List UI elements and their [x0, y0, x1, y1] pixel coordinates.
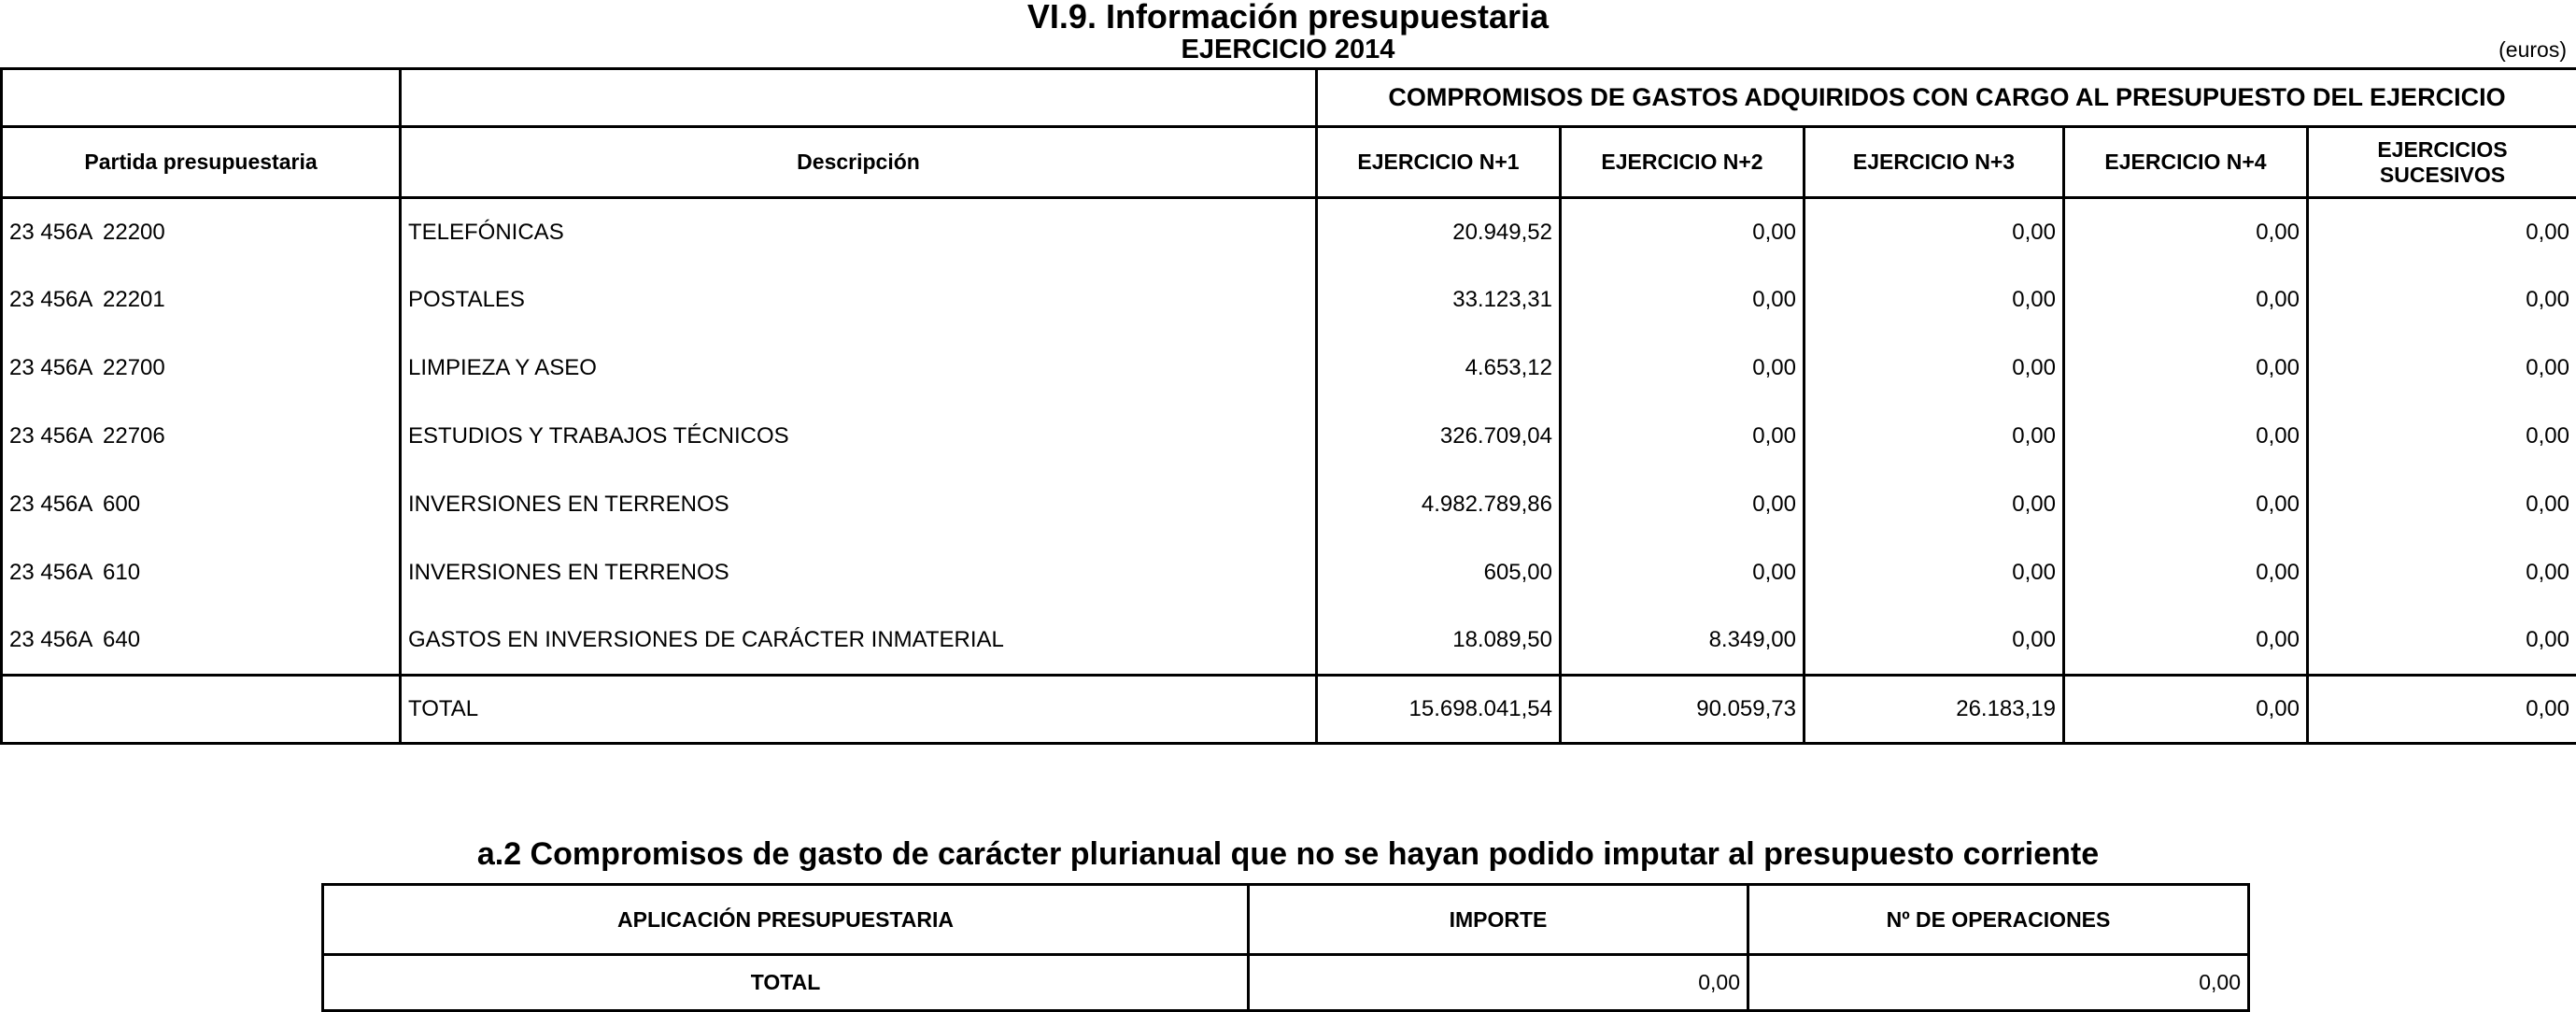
column-header: EJERCICIOS SUCESIVOS — [2308, 127, 2576, 198]
total-cell: 0,00 — [2064, 676, 2308, 744]
item-code: 22200 — [103, 219, 165, 245]
table-row — [2, 198, 2576, 266]
header-blank-cell — [401, 69, 1317, 127]
amount-cell: 0,00 — [2308, 198, 2576, 266]
amount-cell: 33.123,31 — [1317, 266, 1561, 335]
amount-cell: 0,00 — [2308, 403, 2576, 471]
amount-cell: 0,00 — [1561, 335, 1805, 403]
program-code: 23 456A — [9, 423, 93, 449]
amount-cell: 0,00 — [1805, 335, 2064, 403]
amount-cell: 0,00 — [1805, 539, 2064, 607]
description-cell: ESTUDIOS Y TRABAJOS TÉCNICOS — [401, 403, 1317, 471]
amount-cell: 0,00 — [2064, 266, 2308, 335]
description-cell: LIMPIEZA Y ASEO — [401, 335, 1317, 403]
multiyear-commitments-table — [321, 883, 2250, 1012]
amount-cell: 0,00 — [1805, 198, 2064, 266]
item-code: 600 — [103, 492, 141, 517]
header-blank-cell — [2, 69, 401, 127]
amount-cell: 0,00 — [2064, 335, 2308, 403]
column-header: EJERCICIO N+2 — [1561, 127, 1805, 198]
amount-cell: 0,00 — [2064, 471, 2308, 539]
partida-cell — [2, 539, 401, 607]
total-label: TOTAL — [401, 676, 1317, 744]
column-header: IMPORTE — [1249, 885, 1748, 955]
column-header: APLICACIÓN PRESUPUESTARIA — [323, 885, 1249, 955]
units-label: (euros) — [2498, 37, 2567, 62]
amount-cell: 0,00 — [1805, 403, 2064, 471]
total-cell: 90.059,73 — [1561, 676, 1805, 744]
program-code: 23 456A — [9, 219, 93, 245]
amount-cell: 0,00 — [2308, 335, 2576, 403]
item-code: 610 — [103, 560, 141, 585]
program-code: 23 456A — [9, 560, 93, 585]
amount-cell: 0,00 — [2064, 539, 2308, 607]
amount-cell: 18.089,50 — [1317, 607, 1561, 676]
amount-cell: 0,00 — [1561, 471, 1805, 539]
amount-cell: 0,00 — [2064, 403, 2308, 471]
program-code: 23 456A — [9, 355, 93, 380]
amount-cell: 8.349,00 — [1561, 607, 1805, 676]
total-cell: 0,00 — [1249, 955, 1748, 1011]
page-subtitle: EJERCICIO 2014 — [1181, 35, 1395, 64]
partida-cell — [2, 266, 401, 335]
item-code: 22706 — [103, 423, 165, 449]
total-label: TOTAL — [323, 955, 1249, 1011]
item-code: 640 — [103, 627, 141, 653]
amount-cell: 20.949,52 — [1317, 198, 1561, 266]
partida-cell — [2, 403, 401, 471]
amount-cell: 0,00 — [1805, 607, 2064, 676]
budget-commitments-table — [0, 67, 2576, 745]
column-header: Partida presupuestaria — [2, 127, 401, 198]
table-row — [2, 266, 2576, 335]
column-header: Nº DE OPERACIONES — [1748, 885, 2249, 955]
section-title: a.2 Compromisos de gasto de carácter plurianual que no se hayan podido imputar al presupuesto corriente — [476, 836, 2100, 872]
column-header: EJERCICIO N+4 — [2064, 127, 2308, 198]
amount-cell: 326.709,04 — [1317, 403, 1561, 471]
partida-cell — [2, 198, 401, 266]
amount-cell: 0,00 — [2064, 607, 2308, 676]
partida-cell — [2, 607, 401, 676]
group-header: COMPROMISOS DE GASTOS ADQUIRIDOS CON CARGO AL PRESUPUESTO DEL EJERCICIO — [1317, 69, 2576, 127]
amount-cell: 0,00 — [2308, 539, 2576, 607]
description-cell: INVERSIONES EN TERRENOS — [401, 471, 1317, 539]
amount-cell: 0,00 — [1561, 539, 1805, 607]
amount-cell: 0,00 — [1805, 266, 2064, 335]
table-row — [2, 335, 2576, 403]
amount-cell: 0,00 — [2308, 266, 2576, 335]
amount-cell: 605,00 — [1317, 539, 1561, 607]
column-header: Descripción — [401, 127, 1317, 198]
amount-cell: 0,00 — [1561, 403, 1805, 471]
table-row — [2, 403, 2576, 471]
amount-cell: 0,00 — [1561, 198, 1805, 266]
partida-cell — [2, 471, 401, 539]
amount-cell: 0,00 — [1805, 471, 2064, 539]
column-header: EJERCICIO N+3 — [1805, 127, 2064, 198]
column-header: EJERCICIO N+1 — [1317, 127, 1561, 198]
description-cell: TELEFÓNICAS — [401, 198, 1317, 266]
program-code: 23 456A — [9, 287, 93, 312]
amount-cell: 0,00 — [2064, 198, 2308, 266]
amount-cell: 0,00 — [2308, 471, 2576, 539]
partida-cell — [2, 335, 401, 403]
item-code: 22700 — [103, 355, 165, 380]
amount-cell: 0,00 — [1561, 266, 1805, 335]
total-blank-cell — [2, 676, 401, 744]
total-cell: 15.698.041,54 — [1317, 676, 1561, 744]
table-row — [2, 471, 2576, 539]
page-title: VI.9. Información presupuestaria — [1026, 0, 1550, 36]
total-cell: 0,00 — [2308, 676, 2576, 744]
description-cell: GASTOS EN INVERSIONES DE CARÁCTER INMATERIAL — [401, 607, 1317, 676]
item-code: 22201 — [103, 287, 165, 312]
amount-cell: 4.653,12 — [1317, 335, 1561, 403]
table-row — [2, 539, 2576, 607]
description-cell: INVERSIONES EN TERRENOS — [401, 539, 1317, 607]
table-row — [2, 607, 2576, 676]
program-code: 23 456A — [9, 627, 93, 653]
program-code: 23 456A — [9, 492, 93, 517]
total-cell: 26.183,19 — [1805, 676, 2064, 744]
amount-cell: 0,00 — [2308, 607, 2576, 676]
description-cell: POSTALES — [401, 266, 1317, 335]
total-cell: 0,00 — [1748, 955, 2249, 1011]
amount-cell: 4.982.789,86 — [1317, 471, 1561, 539]
